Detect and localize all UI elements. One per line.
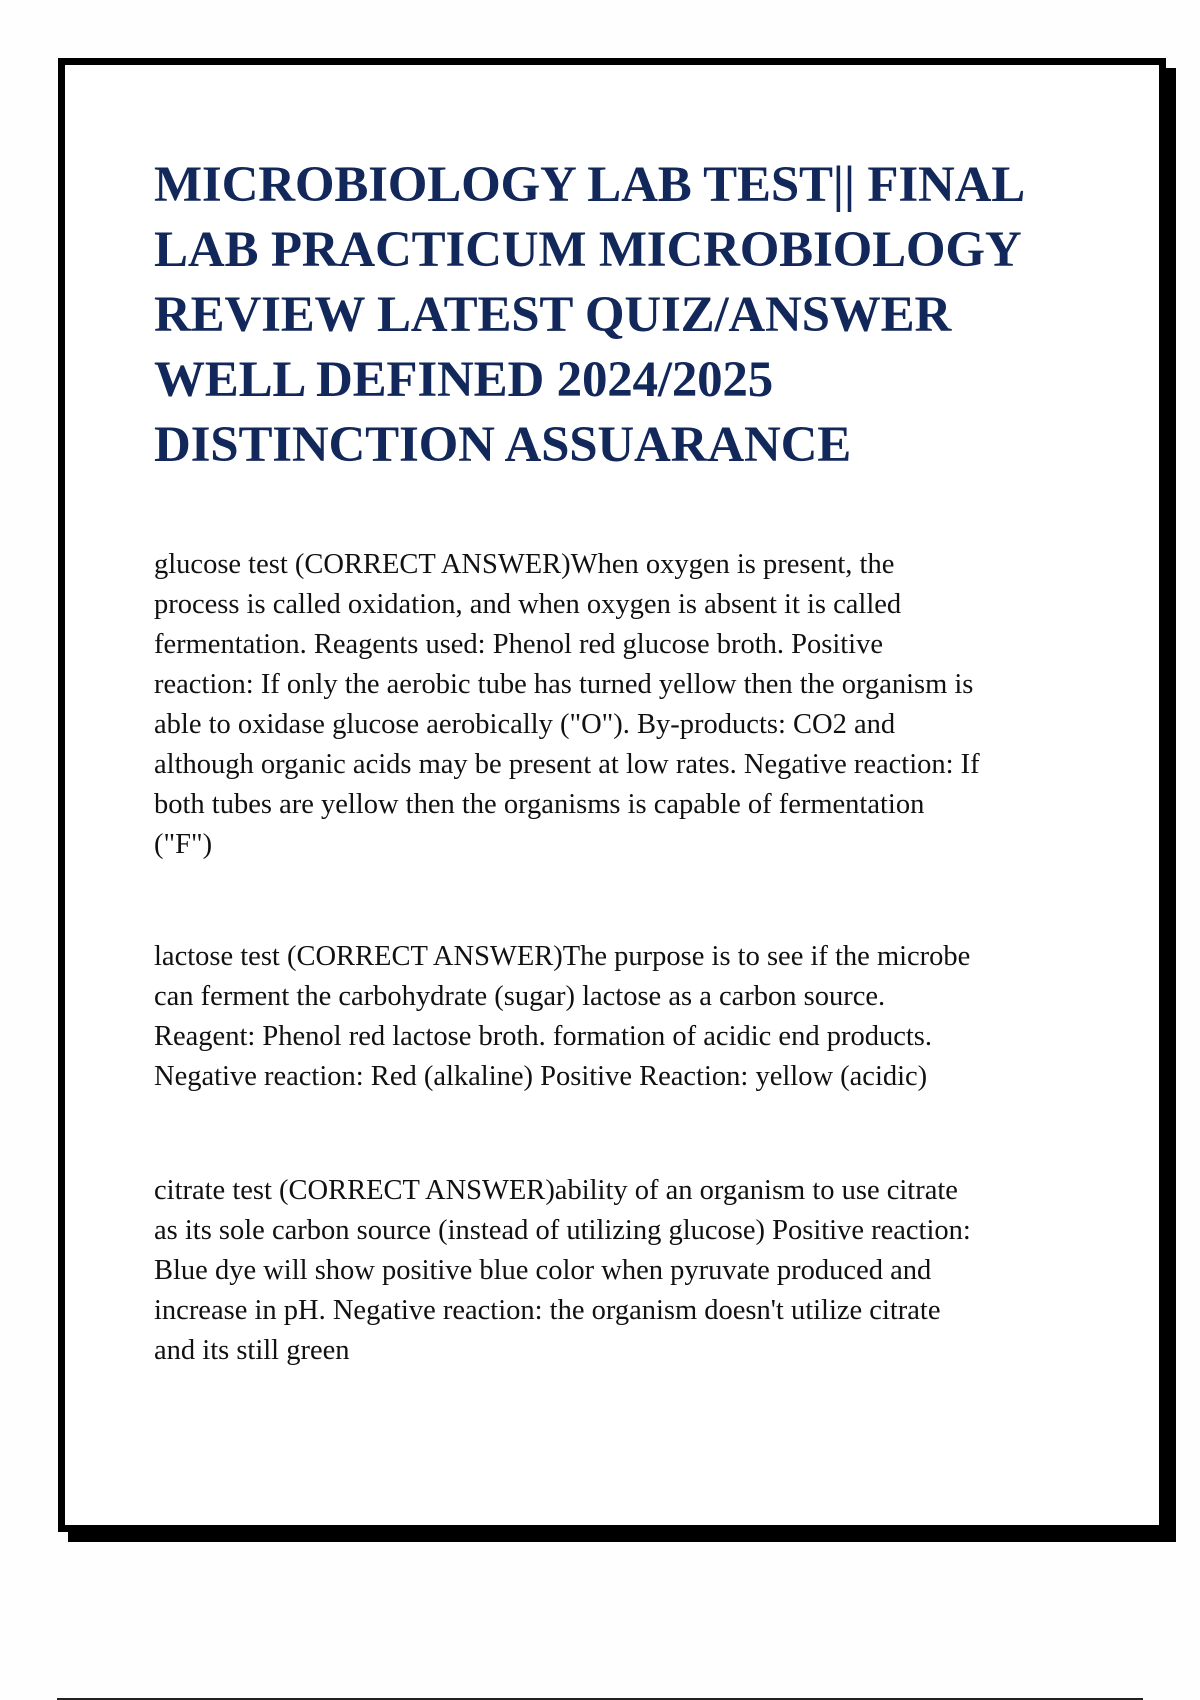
title-line: DISTINCTION ASSUARANCE [154,417,852,473]
entry-line: ("F") [154,829,213,860]
entry-line: Blue dye will show positive blue color when pyruvate produced and [154,1255,932,1286]
entry-line: reaction: If only the aerobic tube has turned yellow then the organism is [154,669,974,700]
entry-line: citrate test (CORRECT ANSWER)ability of an organism to use citrate [154,1175,958,1206]
document-title [154,153,1114,478]
title-line: WELL DEFINED 2024/2025 [154,352,774,408]
entry-line: can ferment the carbohydrate (sugar) lactose as a carbon source. [154,981,886,1012]
entry-line: fermentation. Reagents used: Phenol red glucose broth. Positive [154,629,883,660]
entry-line: process is called oxidation, and when oxygen is absent it is called [154,589,902,620]
entry-line: increase in pH. Negative reaction: the organism doesn't utilize citrate [154,1295,941,1326]
title-line: LAB PRACTICUM MICROBIOLOGY [154,222,1022,278]
qa-entry-lactose-test [154,937,1104,1097]
document-page [58,58,1166,1532]
entry-line: able to oxidase glucose aerobically ("O"). By-products: CO2 and [154,709,896,740]
title-line: MICROBIOLOGY LAB TEST|| FINAL [154,157,1026,213]
entry-line: both tubes are yellow then the organisms is capable of fermentation [154,789,925,820]
entry-line: lactose test (CORRECT ANSWER)The purpose is to see if the microbe [154,941,971,972]
qa-entry-citrate-test [154,1171,1104,1371]
entry-line: Reagent: Phenol red lactose broth. formation of acidic end products. [154,1021,932,1052]
qa-entry-glucose-test [154,545,1104,865]
title-line: REVIEW LATEST QUIZ/ANSWER [154,287,952,343]
entry-line: although organic acids may be present at low rates. Negative reaction: If [154,749,980,780]
entry-line: as its sole carbon source (instead of utilizing glucose) Positive reaction: [154,1215,971,1246]
entry-line: glucose test (CORRECT ANSWER)When oxygen is present, the [154,549,895,580]
entry-line: and its still green [154,1335,350,1366]
entry-line: Negative reaction: Red (alkaline) Positive Reaction: yellow (acidic) [154,1061,928,1092]
